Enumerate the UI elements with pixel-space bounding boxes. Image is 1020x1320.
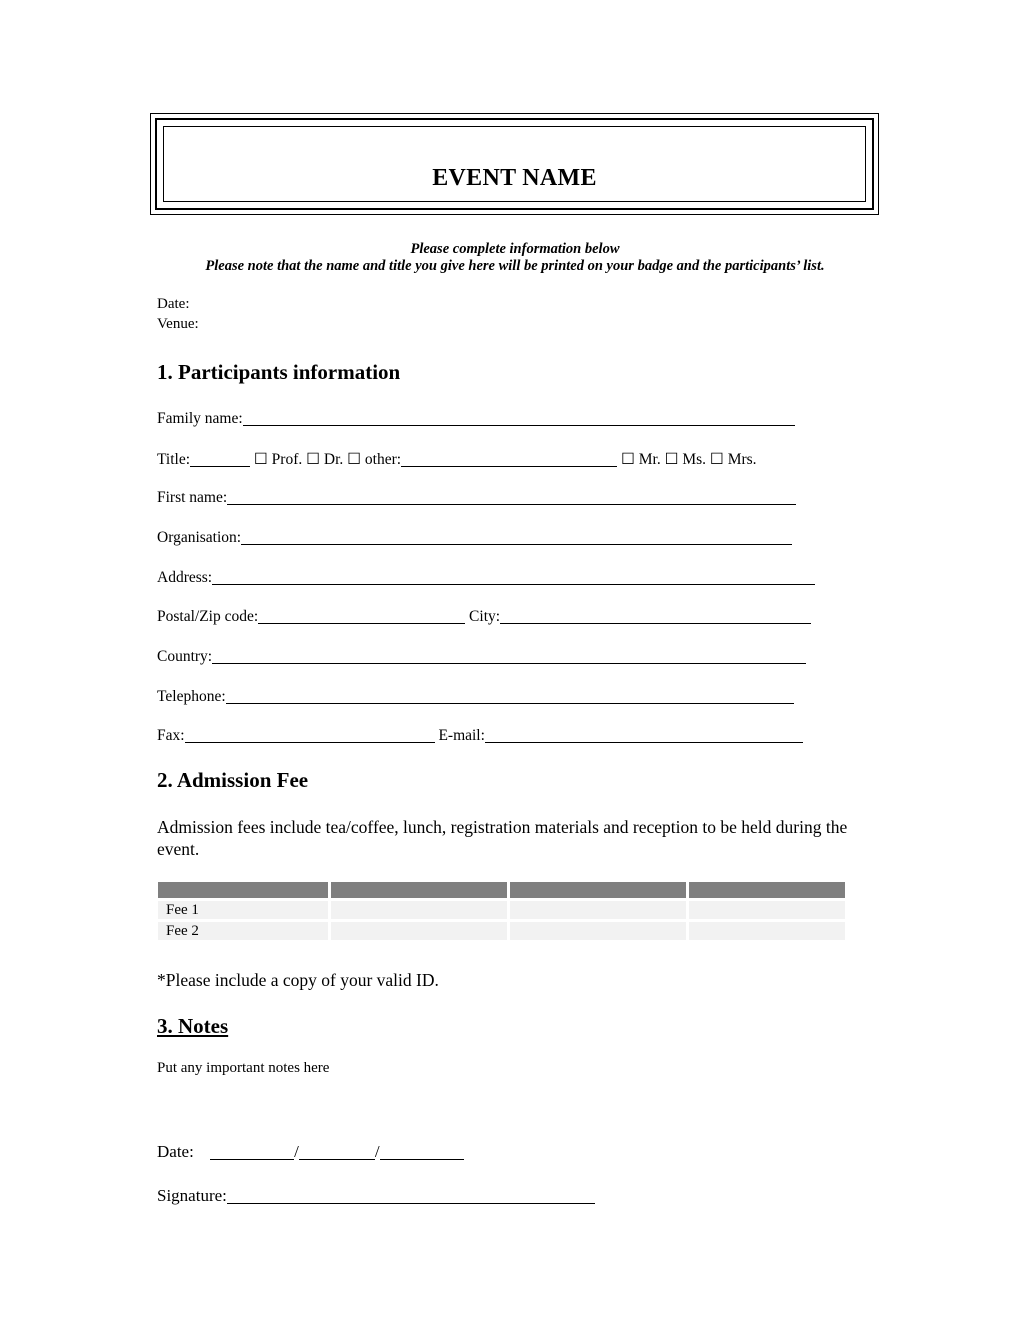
postal-label: Postal/Zip code: [157,608,259,625]
fee-header-cell [158,882,328,898]
date-day-input-line[interactable] [210,1158,294,1160]
city-input-line[interactable] [500,622,811,624]
date-year-input-line[interactable] [380,1158,464,1160]
title-frame-inner [163,126,866,202]
notes-text: Put any important notes here [157,1060,330,1076]
address-field[interactable] [157,569,815,587]
checkbox-dr[interactable]: ☐ Dr. [306,451,344,468]
fee-cell[interactable] [510,922,686,940]
instructions-line2: Please note that the name and title you give here will be printed on your badge and the participants’ list. [205,258,825,274]
fee-header-cell [689,882,845,898]
fee-table-header [158,882,845,898]
fee-cell[interactable] [689,901,845,919]
city-label: City: [469,608,501,625]
telephone-label: Telephone: [157,688,226,705]
family-name-input-line[interactable] [243,424,795,426]
country-field[interactable] [157,648,806,666]
fee-cell[interactable] [331,922,507,940]
family-name-label: Family name: [157,410,243,427]
email-label: E-mail: [438,727,485,744]
signature-input-line[interactable] [227,1202,595,1204]
date-separator: / [294,1142,299,1161]
telephone-field[interactable] [157,688,794,706]
fee-header-cell [510,882,686,898]
footer-date-field[interactable] [157,1142,464,1162]
checkbox-mrs[interactable]: ☐ Mrs. [709,451,757,468]
fee-cell[interactable] [331,901,507,919]
first-name-field[interactable] [157,489,796,507]
event-name: EVENT NAME [432,165,597,191]
meta-date-label: Date: [157,296,190,312]
address-label: Address: [157,569,213,586]
family-name-field[interactable] [157,410,795,428]
date-separator: / [374,1142,380,1161]
admission-description: Admission fees include tea/coffee, lunch, registration materials and reception to be held during the event. [157,817,848,859]
title-input-line[interactable] [190,465,250,467]
table-row [158,922,845,940]
fee-cell[interactable] [510,901,686,919]
first-name-label: First name: [157,489,228,506]
title-field[interactable] [157,450,757,469]
organisation-input-line[interactable] [241,543,792,545]
section1-heading: 1. Participants information [157,360,401,384]
signature-label: Signature: [157,1186,227,1205]
checkbox-other[interactable]: ☐ other: [347,451,402,468]
section2-heading: 2. Admission Fee [157,768,309,792]
title-frame-outer [155,118,874,210]
postal-city-field[interactable] [157,608,811,626]
organisation-field[interactable] [157,529,792,547]
date-month-input-line[interactable] [299,1158,375,1160]
fax-email-field[interactable] [157,727,803,745]
postal-input-line[interactable] [258,622,465,624]
organisation-label: Organisation: [157,529,242,546]
fee-row-label: Fee 1 [158,901,328,919]
other-title-input-line[interactable] [401,465,617,467]
title-label: Title: [157,451,191,468]
meta-venue-label: Venue: [157,316,199,332]
telephone-input-line[interactable] [226,702,794,704]
fax-label: Fax: [157,727,185,744]
fee-table [155,879,848,943]
country-label: Country: [157,648,213,665]
checkbox-ms[interactable]: ☐ Ms. [664,451,707,468]
email-input-line[interactable] [485,741,803,743]
fee-header-cell [331,882,507,898]
section3-heading: 3. Notes [157,1014,229,1038]
checkbox-prof[interactable]: ☐ Prof. [253,451,303,468]
id-note: *Please include a copy of your valid ID. [157,970,439,990]
signature-field[interactable] [157,1186,595,1206]
fee-cell[interactable] [689,922,845,940]
footer-date-label: Date: [157,1142,194,1161]
checkbox-mr[interactable]: ☐ Mr. [620,451,661,468]
first-name-input-line[interactable] [227,503,796,505]
fax-input-line[interactable] [185,741,435,743]
fee-row-label: Fee 2 [158,922,328,940]
table-row [158,901,845,919]
event-title-box [150,113,879,215]
country-input-line[interactable] [212,662,806,664]
address-input-line[interactable] [212,583,815,585]
instructions-line1: Please complete information below [410,241,620,257]
